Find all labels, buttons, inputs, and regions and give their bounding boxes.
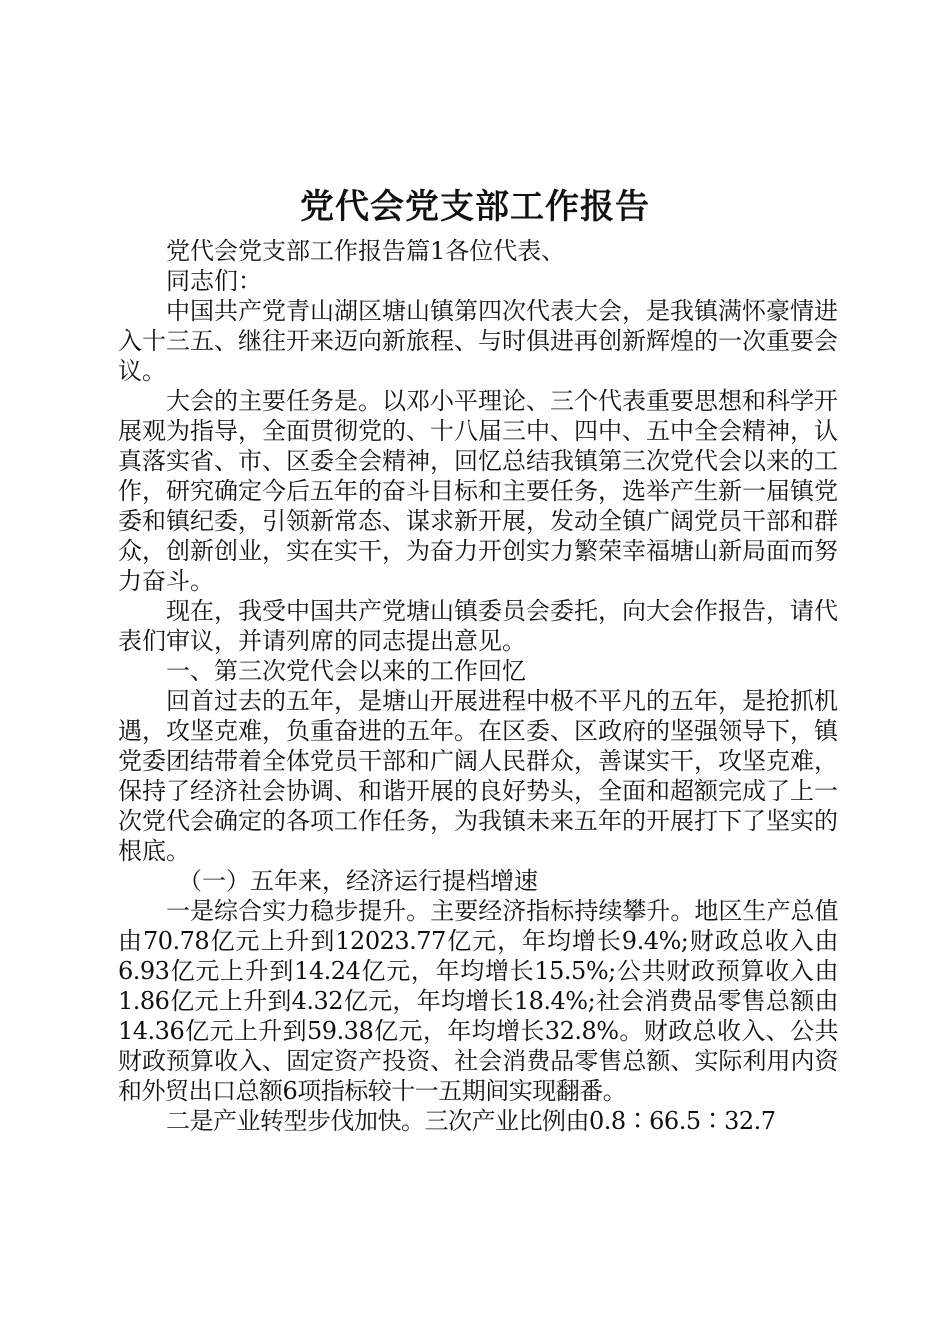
paragraph-review: 回首过去的五年，是塘山开展进程中极不平凡的五年，是抢抓机遇，攻坚克难，负重奋进的五年。在区委、区政府的坚强领导下，镇党委团结带着全体党员干部和广阔人民群众，善谋实干，攻坚克难，保持了经济社会协调、和谐开展的良好势头，全面和超额完成了上一次党代会确定的各项工作任务，为我镇未来五年的开展打下了坚实的根底。 [118, 687, 838, 865]
paragraph-economy-strength: 一是综合实力稳步提升。主要经济指标持续攀升。地区生产总值由70.78亿元上升到12023.77亿元，年均增长9.4%;财政总收入由6.93亿元上升到14.24亿元，年均增长15.5%;公共财政预算收入由1.86亿元上升到4.32亿元，年均增长18.4%;社会消费品零售总额由14.36亿元上升到59.38亿元，年均增长32.8%。财政总收入、公共财政预算收入、固定资产投资、社会消费品零售总额、实际利用内资和外贸出口总额6项指标较十一五期间实现翻番。 [118, 897, 838, 1105]
document-title: 党代会党支部工作报告 [300, 187, 650, 227]
subsection-heading-economy: （一）五年来，经济运行提档增速 [178, 867, 538, 895]
paragraph-intro: 中国共产党青山湖区塘山镇第四次代表大会，是我镇满怀豪情进入十三五、继往开来迈向新旅程、与时俱进再创新辉煌的一次重要会议。 [118, 297, 838, 385]
paragraph-report-note: 现在，我受中国共产党塘山镇委员会委托，向大会作报告，请代表们审议，并请列席的同志提出意见。 [118, 597, 838, 655]
document-body [118, 236, 838, 1136]
paragraph-salutation: 同志们： [166, 267, 262, 295]
paragraph-industry-transformation: 二是产业转型步伐加快。三次产业比例由0.8∶66.5∶32.7 [166, 1107, 776, 1135]
section-heading-review: 一、第三次党代会以来的工作回忆 [166, 657, 526, 685]
paragraph-main-task: 大会的主要任务是。以邓小平理论、三个代表重要思想和科学开展观为指导，全面贯彻党的、十八届三中、四中、五中全会精神，认真落实省、市、区委全会精神，回忆总结我镇第三次党代会以来的工作，研究确定今后五年的奋斗目标和主要任务，选举产生新一届镇党委和镇纪委，引领新常态、谋求新开展，发动全镇广阔党员干部和群众，创新创业，实在实干，为奋力开创实力繁荣幸福塘山新局面而努力奋斗。 [118, 387, 838, 595]
paragraph-opening: 党代会党支部工作报告篇1各位代表、 [166, 237, 566, 265]
